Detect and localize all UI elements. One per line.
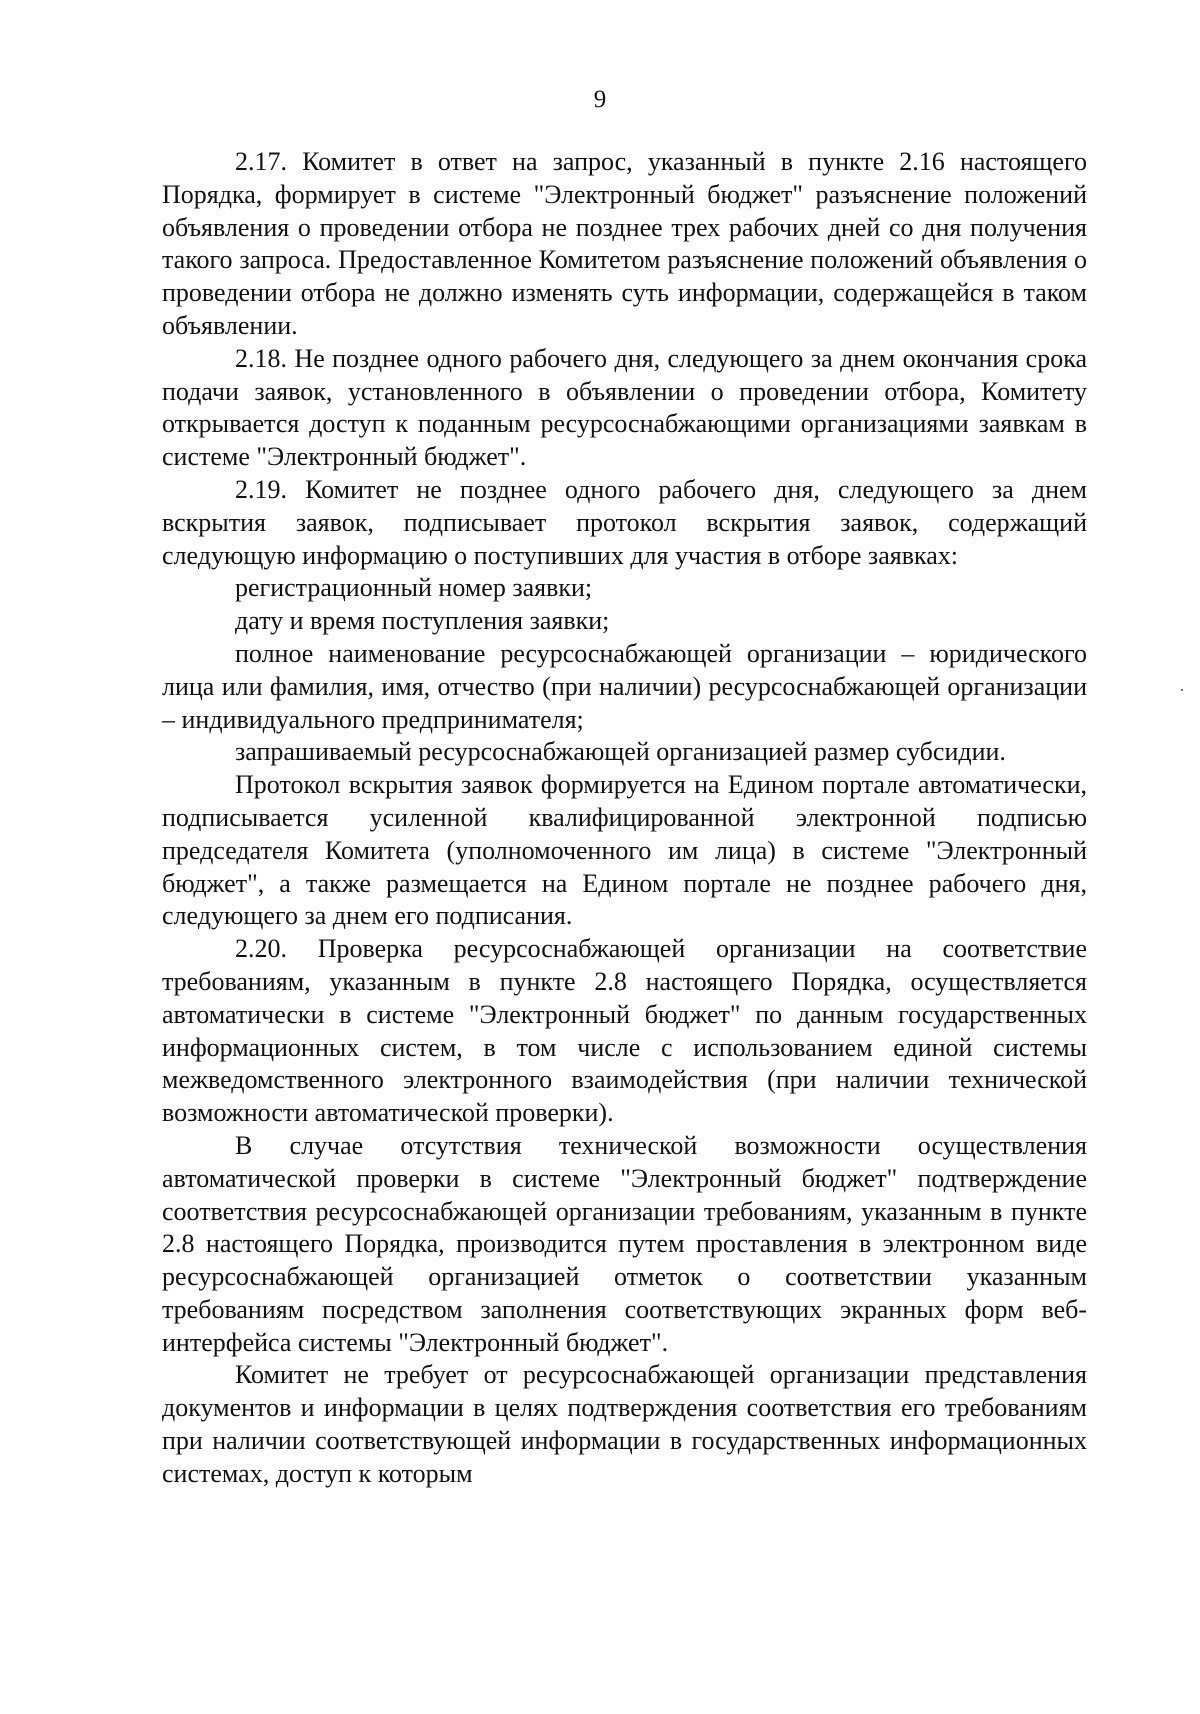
list-item-subsidy-amount: запрашиваемый ресурсоснабжающей организацией размер субсидии.: [235, 737, 1006, 767]
list-item-date-time: дату и время поступления заявки;: [235, 606, 610, 636]
paragraph-2-18: 2.18. Не позднее одного рабочего дня, следующего за днем окончания срока подачи заявок, установленного в объявлении о проведении отбора, Комитету открывается доступ к поданным ресурсоснабжающими организациями заявкам в системе "Электронный бюджет".: [162, 343, 1087, 472]
scan-speck: [1181, 689, 1183, 691]
page-number: 9: [593, 86, 607, 113]
paragraph-protocol: Протокол вскрытия заявок формируется на Едином портале автоматически, подписывается усиленной квалифицированной электронной подписью председателя Комитета (уполномоченного им лица) в системе "Электронный бюджет", а также размещается на Едином портале не позднее рабочего дня, следующего за днем его подписания.: [162, 770, 1087, 931]
list-item-registration-number: регистрационный номер заявки;: [235, 573, 593, 603]
paragraph-no-automatic-check: В случае отсутствия технической возможности осуществления автоматической проверки в системе "Электронный бюджет" подтверждение соответствия ресурсоснабжающей организации требованиям, указанным в пункте 2.8 настоящего Порядка, производится путем проставления в электронном виде ресурсоснабжающей организацией отметок о соответствии указанным требованиям посредством заполнения соответствующих экранных форм веб-интерфейса системы "Электронный бюджет".: [162, 1130, 1087, 1357]
paragraph-committee-requirements: Комитет не требует от ресурсоснабжающей организации представления документов и информации в целях подтверждения соответствия его требованиям при наличии соответствующей информации в государственных информационных системах, доступ к которым: [162, 1360, 1087, 1488]
list-item-full-name: полное наименование ресурсоснабжающей организации – юридического лица или фамилия, имя, отчество (при наличии) ресурсоснабжающей организации – индивидуального предпринимателя;: [162, 638, 1087, 734]
paragraph-2-17: 2.17. Комитет в ответ на запрос, указанный в пункте 2.16 настоящего Порядка, формирует в системе "Электронный бюджет" разъяснение положений объявления о проведении отбора не позднее трех рабочих дней со дня получения такого запроса. Предоставленное Комитетом разъяснение положений объявления о проведении отбора не должно изменять суть информации, содержащейся в таком объявлении.: [162, 147, 1087, 340]
paragraph-2-20: 2.20. Проверка ресурсоснабжающей организации на соответствие требованиям, указанным в пункте 2.8 настоящего Порядка, осуществляется автоматически в системе "Электронный бюджет" по данным государственных информационных систем, в том числе с использованием единой системы межведомственного электронного взаимодействия (при наличии технической возможности автоматической проверки).: [162, 934, 1087, 1128]
document-body: [162, 146, 1087, 1491]
paragraph-2-19: 2.19. Комитет не позднее одного рабочего дня, следующего за днем вскрытия заявок, подписывает протокол вскрытия заявок, содержащий следующую информацию о поступивших для участия в отборе заявках:: [162, 474, 1087, 570]
